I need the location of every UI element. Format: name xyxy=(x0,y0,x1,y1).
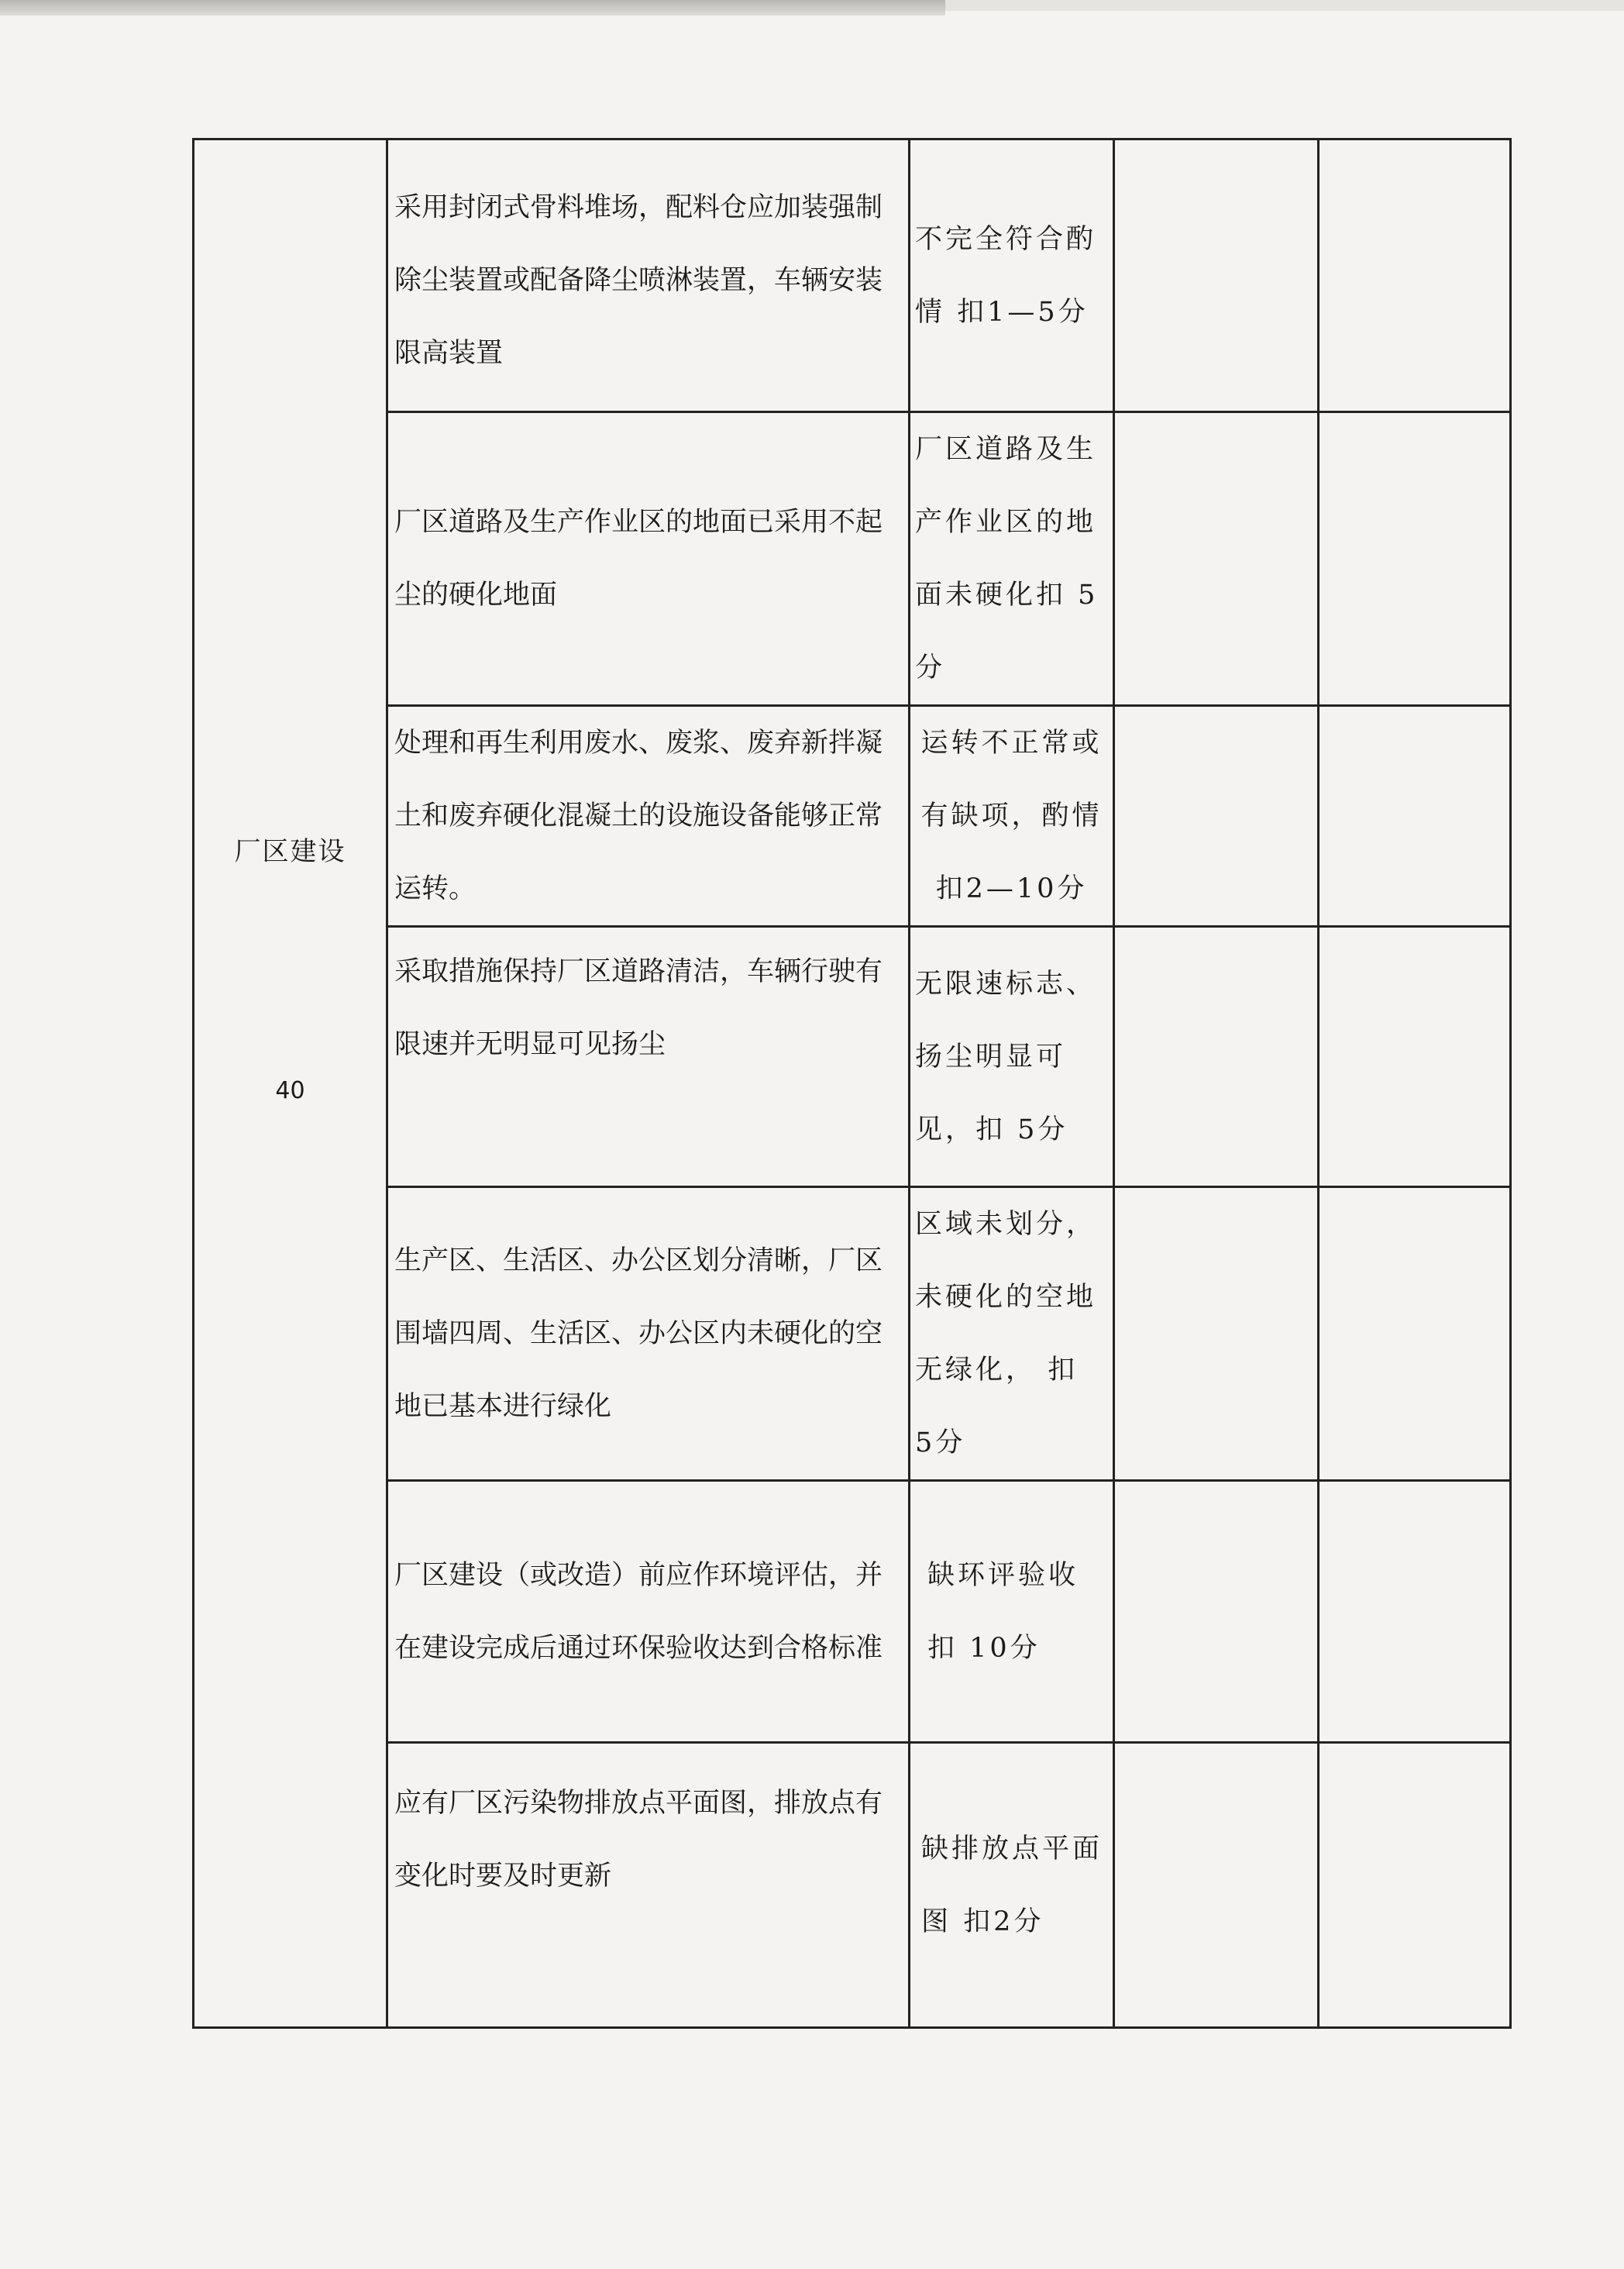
score-cell xyxy=(1114,1481,1319,1743)
category-cell xyxy=(194,139,387,2028)
remark-cell xyxy=(1319,1481,1511,1743)
remark-cell xyxy=(1319,139,1511,412)
remark-cell xyxy=(1319,927,1511,1187)
requirement-text: 应有厂区污染物排放点平面图，排放点有变化时要及时更新 xyxy=(394,1788,883,1892)
category-name: 厂区建设 xyxy=(234,836,346,867)
requirement-text: 厂区道路及生产作业区的地面已采用不起尘的硬化地面 xyxy=(394,507,883,611)
score-cell xyxy=(1114,927,1319,1187)
table-row xyxy=(194,1743,1511,2028)
score-cell xyxy=(1114,139,1319,412)
table-row xyxy=(194,1481,1511,1743)
deduction-cell: 运转不正常或有缺项，酌情扣2—10分 xyxy=(910,706,1114,927)
table-row xyxy=(194,139,1511,412)
requirement-cell xyxy=(387,1481,910,1743)
remark-cell xyxy=(1319,1743,1511,2028)
requirement-cell xyxy=(387,706,910,927)
deduction-cell: 厂区道路及生产作业区的地面未硬化扣 5分 xyxy=(910,412,1114,706)
remark-cell xyxy=(1319,412,1511,706)
requirement-text: 采取措施保持厂区道路清洁，车辆行驶有限速并无明显可见扬尘 xyxy=(394,956,883,1060)
score-cell xyxy=(1114,412,1319,706)
category-score: 40 xyxy=(275,1077,305,1104)
remark-cell xyxy=(1319,1187,1511,1481)
remark-cell xyxy=(1319,706,1511,927)
score-cell xyxy=(1114,1743,1319,2028)
deduction-cell: 不完全符合酌情 扣1—5分 xyxy=(910,139,1114,412)
requirement-cell xyxy=(387,927,910,1187)
deduction-cell: 缺排放点平面图 扣2分 xyxy=(910,1743,1114,2028)
table-row xyxy=(194,706,1511,927)
requirement-cell xyxy=(387,139,910,412)
requirement-cell xyxy=(387,1187,910,1481)
requirement-text: 生产区、生活区、办公区划分清晰，厂区围墙四周、生活区、办公区内未硬化的空地已基本进行绿化 xyxy=(394,1245,883,1422)
assessment-table xyxy=(192,138,1512,2029)
score-cell xyxy=(1114,706,1319,927)
deduction-cell: 区域未划分，未硬化的空地无绿化， 扣 5分 xyxy=(910,1187,1114,1481)
table-row xyxy=(194,927,1511,1187)
requirement-text: 处理和再生利用废水、废浆、废弃新拌凝土和废弃硬化混凝土的设施设备能够正常运转。 xyxy=(394,728,883,904)
requirement-text: 厂区建设（或改造）前应作环境评估，并在建设完成后通过环保验收达到合格标准 xyxy=(394,1559,883,1664)
deduction-cell: 缺环评验收扣 10分 xyxy=(910,1481,1114,1743)
requirement-cell xyxy=(387,412,910,706)
score-cell xyxy=(1114,1187,1319,1481)
requirement-cell xyxy=(387,1743,910,2028)
table-row xyxy=(194,412,1511,706)
scanned-page xyxy=(192,138,1509,1985)
scan-paper-edge xyxy=(945,0,1624,11)
scan-shadow-edge xyxy=(0,0,945,15)
deduction-cell: 无限速标志、扬尘明显可见，扣 5分 xyxy=(910,927,1114,1187)
table-row xyxy=(194,1187,1511,1481)
requirement-text: 采用封闭式骨料堆场，配料仓应加装强制除尘装置或配备降尘喷淋装置，车辆安装限高装置 xyxy=(394,192,883,369)
